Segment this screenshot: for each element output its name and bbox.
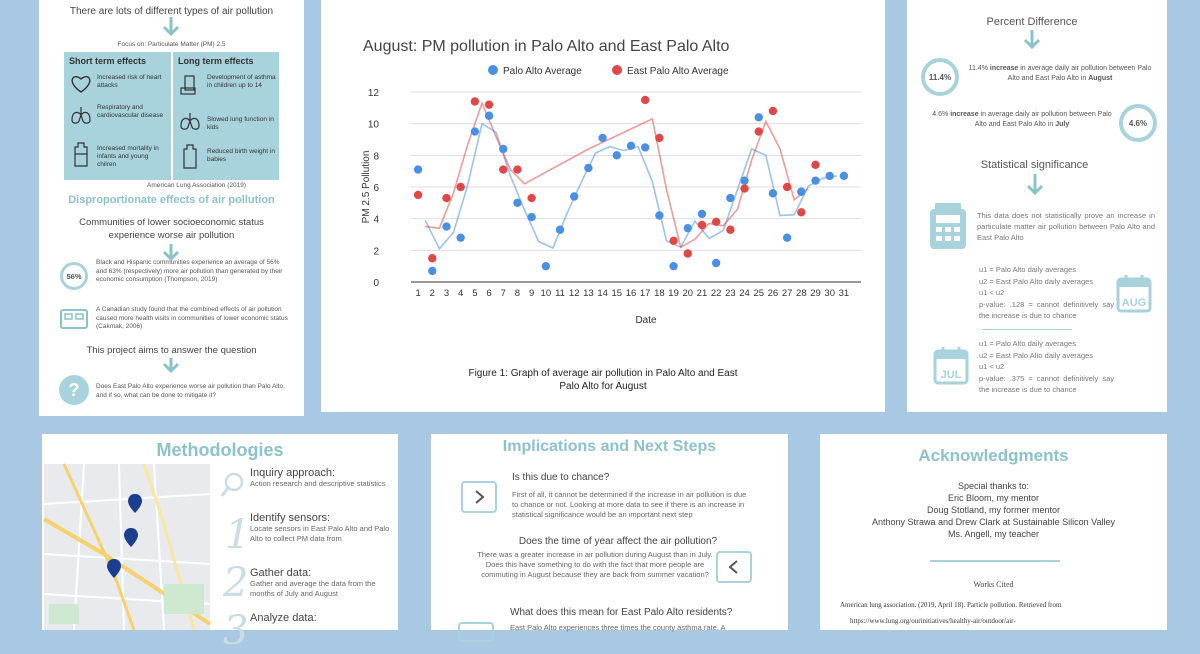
step-number: 2 xyxy=(223,560,249,606)
method-title: Analyze data: xyxy=(250,612,317,624)
jul-stat-line: u2 = East Palo Alto daily averages xyxy=(979,350,1094,360)
question-lead: This project aims to answer the question xyxy=(86,345,257,356)
aug-bold: increase xyxy=(989,65,1019,72)
method-title: Inquiry approach: xyxy=(250,467,335,479)
ack-person: Ms. Angell, my teacher xyxy=(947,529,1040,539)
x-tick-label: 13 xyxy=(583,288,594,299)
x-tick-label: 28 xyxy=(796,288,807,299)
infant-bottle-icon xyxy=(71,142,91,173)
jul-text: in average daily air pollution between Palo Alto and East Palo Alto in xyxy=(974,111,1112,128)
long-term-title: Long term effects xyxy=(178,56,254,66)
data-point xyxy=(740,184,748,192)
jul-stat-line: p-value: .375 = cannot definitively say the increase is due to chance xyxy=(979,373,1114,394)
data-point xyxy=(442,194,450,202)
method-item xyxy=(250,612,390,624)
data-point xyxy=(598,134,606,142)
ack-person: Anthony Strawa and Drew Clark at Sustainable Silicon Valley xyxy=(872,517,1115,527)
figure-caption: Figure 1: Graph of average air pollution in Palo Alto and East Palo Alto for August xyxy=(468,368,738,392)
x-tick-label: 3 xyxy=(443,288,450,299)
disprop-title: Disproportionate effects of air pollution xyxy=(68,194,275,206)
x-tick-label: 24 xyxy=(739,288,750,299)
jul-ring xyxy=(1119,104,1157,142)
impl-question: Does the time of year affect the air pollution? xyxy=(518,536,718,547)
data-point xyxy=(414,165,422,173)
lungs-icon xyxy=(70,106,92,131)
data-point xyxy=(485,100,493,108)
sensor-map xyxy=(44,464,210,630)
lungs-icon xyxy=(179,112,201,137)
method-item xyxy=(250,512,390,544)
ack-person: Eric Bloom, my mentor xyxy=(947,493,1040,503)
calendar-aug-icon xyxy=(1116,273,1152,318)
citation-url: https://www.lung.org/ourinitiatives/healthy-air/outdoor/air- xyxy=(850,617,1016,625)
x-tick-label: 22 xyxy=(710,288,722,299)
x-tick-label: 26 xyxy=(767,288,779,299)
method-item xyxy=(250,467,390,489)
short-term-item: Increased mortality in infants and young chilren xyxy=(97,145,159,168)
method-title: Identify sensors: xyxy=(250,512,331,524)
y-tick-label: 6 xyxy=(373,183,379,194)
method-item xyxy=(250,567,390,599)
x-tick-label: 2 xyxy=(429,288,435,299)
svg-text:?: ? xyxy=(68,380,80,400)
source-text: American Lung Association (2019) xyxy=(146,182,246,189)
method-desc: Action research and descriptive statistics xyxy=(250,479,386,488)
jul-bold: increase xyxy=(950,111,979,118)
legend-marker xyxy=(488,65,498,75)
impl-answer: There was a greater increase in air pollution during August than in July. Does this have something to do with the fact that more people are commuting in August because they are back from summer vacation? xyxy=(477,550,713,579)
data-point xyxy=(499,145,507,153)
next-chevron-box xyxy=(461,481,497,513)
step-number: 3 xyxy=(223,608,249,654)
data-point xyxy=(442,222,450,230)
impl-question: What does this mean for East Palo Alto residents? xyxy=(510,607,733,618)
chevron-left-icon xyxy=(727,559,741,575)
data-point xyxy=(840,172,848,180)
data-point xyxy=(783,233,791,241)
jul-stat-line: u1 < u2 xyxy=(979,362,1005,371)
x-tick-label: 7 xyxy=(500,288,506,299)
aug-ring xyxy=(921,58,959,96)
sig-text: This data does not statistically prove an increase in particulate matter air pollution between Palo Alto and East Palo Alto xyxy=(977,211,1155,242)
legend-label: Palo Alto Average xyxy=(503,66,582,77)
data-point xyxy=(826,172,834,180)
bed-icon xyxy=(59,308,89,335)
calculator-icon xyxy=(927,201,969,256)
data-point xyxy=(669,237,677,245)
works-cited-title: Works Cited xyxy=(973,580,1014,589)
long-term-item: Reduced birth weight in babies xyxy=(207,148,275,163)
x-tick-label: 21 xyxy=(696,288,708,299)
implications-panel xyxy=(431,434,788,630)
long-term-item: Development of asthma in children up to 14 xyxy=(207,74,276,89)
percent-title: Percent Difference xyxy=(986,16,1078,28)
data-point xyxy=(471,97,479,105)
method-desc: Locate sensors in East Palo Alto and Palo Alto to collect PM data from xyxy=(250,524,390,543)
ack-divider xyxy=(930,560,1060,562)
x-tick-label: 20 xyxy=(682,288,694,299)
data-point xyxy=(712,218,720,226)
data-point xyxy=(428,254,436,262)
ack-title: Acknowledgments xyxy=(918,446,1069,465)
data-point xyxy=(527,213,535,221)
question-text: Does East Palo Alto experience worse air pollution than Palo Alto, and if so, what can be done to mitigate it? xyxy=(96,383,285,399)
impl-answer: First of all, it cannot be determined if the increase in air pollution is due to chance or not. Looking at more data to see if there is an increase in statistical significance would be an important next step xyxy=(512,490,747,519)
chevron-right-icon xyxy=(472,489,486,505)
jul-stat-line: u1 = Palo Alto daily averages xyxy=(979,339,1076,348)
data-point xyxy=(669,262,677,270)
ack-thanks: Special thanks to: xyxy=(957,481,1030,491)
long-term-box xyxy=(173,52,279,180)
data-point xyxy=(613,151,621,159)
y-tick-label: 10 xyxy=(367,119,379,131)
aug-stat-line: u1 = Palo Alto daily averages xyxy=(979,265,1076,274)
aug-text: in average daily air pollution between Palo Alto and East Palo Alto in xyxy=(1007,65,1152,82)
x-axis-label: Date xyxy=(635,315,657,326)
data-point xyxy=(513,165,521,173)
x-tick-label: 31 xyxy=(838,288,850,299)
data-point xyxy=(726,194,734,202)
y-tick-label: 8 xyxy=(373,151,379,163)
jul-pre: 4.6% xyxy=(932,111,951,118)
short-term-item: Respiratory and cardiovascular disease xyxy=(97,104,164,119)
x-tick-label: 5 xyxy=(472,288,478,299)
data-point xyxy=(485,112,493,120)
impl-question: Is this due to chance? xyxy=(512,472,610,483)
focus-label: Focus on: Particulate Matter (PM) 2.5 xyxy=(117,41,226,48)
chart-title: August: PM pollution in Palo Alto and East Palo Alto xyxy=(363,38,730,55)
ack-person: Doug Stotland, my former mentor xyxy=(926,505,1061,515)
data-point xyxy=(797,208,805,216)
short-term-title: Short term effects xyxy=(69,56,147,66)
jul-stats xyxy=(979,338,1114,396)
legend-marker xyxy=(612,65,622,75)
x-tick-label: 1 xyxy=(415,288,421,299)
aug-stat-line: u1 < u2 xyxy=(979,288,1005,297)
data-point xyxy=(797,188,805,196)
data-point xyxy=(740,176,748,184)
data-point xyxy=(811,161,819,169)
calendar-aug-label: AUG xyxy=(1121,297,1147,309)
method-title: Gather data: xyxy=(250,567,312,579)
method-desc: Gather and average the data from the months of July and August xyxy=(250,579,376,598)
calendar-jul-icon xyxy=(933,345,969,390)
x-tick-label: 30 xyxy=(824,288,835,299)
data-point xyxy=(684,224,692,232)
x-tick-label: 14 xyxy=(597,288,608,299)
x-tick-label: 23 xyxy=(725,288,736,299)
data-point xyxy=(769,107,777,115)
data-point xyxy=(698,210,706,218)
aug-stats xyxy=(979,264,1114,322)
y-tick-label: 12 xyxy=(367,88,379,99)
results-panel xyxy=(907,0,1167,412)
stat-56-value: 56% xyxy=(66,271,82,281)
question-icon xyxy=(58,374,90,411)
x-tick-label: 8 xyxy=(514,288,521,299)
data-point xyxy=(471,127,479,135)
data-point xyxy=(456,183,464,191)
y-tick-label: 4 xyxy=(373,214,379,226)
heart-icon xyxy=(70,74,92,99)
data-point xyxy=(655,134,663,142)
y-tick-label: 0 xyxy=(373,278,379,289)
methodologies-panel xyxy=(42,434,398,654)
acknowledgments-panel xyxy=(820,434,1167,630)
disprop-subtitle: Communities of lower socioeconomic status experience worse air pollution xyxy=(79,217,264,241)
implications-title: Implications and Next Steps xyxy=(502,438,717,455)
step-number: 1 xyxy=(225,512,251,558)
y-tick-label: 2 xyxy=(373,246,379,258)
data-point xyxy=(811,176,819,184)
next-chevron-box-partial xyxy=(458,622,494,642)
data-point xyxy=(769,189,777,197)
data-point xyxy=(641,143,649,151)
aug-pre: 11.4% xyxy=(968,65,990,72)
data-point xyxy=(755,127,763,135)
aug-stat-line: u2 = East Palo Alto daily averages xyxy=(979,276,1094,286)
data-point xyxy=(726,226,734,234)
x-tick-label: 12 xyxy=(568,288,580,299)
data-point xyxy=(527,194,535,202)
x-tick-label: 9 xyxy=(528,288,535,299)
chart-panel xyxy=(321,0,885,412)
citation: American lung association. (2019, April 18). Particle pollution. Retrieved from xyxy=(840,601,1062,609)
magnifier-icon xyxy=(220,472,244,503)
data-point xyxy=(655,211,663,219)
x-tick-label: 15 xyxy=(611,288,623,299)
data-point xyxy=(513,199,521,207)
x-tick-label: 19 xyxy=(668,288,679,299)
stat-56-ring xyxy=(60,262,88,290)
divider xyxy=(982,329,1072,330)
pm-chart xyxy=(321,0,885,330)
x-tick-label: 29 xyxy=(810,288,821,299)
data-point xyxy=(428,267,436,275)
jul-value: 4.6% xyxy=(1128,118,1148,128)
x-tick-label: 10 xyxy=(540,288,552,299)
intro-text: There are lots of different types of air pollution xyxy=(69,6,274,17)
data-point xyxy=(584,164,592,172)
x-tick-label: 4 xyxy=(458,288,464,299)
x-tick-label: 18 xyxy=(654,288,665,299)
data-point xyxy=(684,249,692,257)
aug-value: 11.4% xyxy=(928,72,952,82)
data-point xyxy=(783,183,791,191)
x-tick-label: 6 xyxy=(486,288,492,299)
data-point xyxy=(627,142,635,150)
y-axis-label: PM 2.5 Pollution xyxy=(361,150,372,224)
inhaler-icon xyxy=(179,74,201,101)
data-point xyxy=(414,191,422,199)
data-point xyxy=(712,259,720,267)
short-term-item: Increased risk of heart attacks xyxy=(97,74,162,89)
x-tick-label: 27 xyxy=(781,288,793,299)
x-tick-label: 11 xyxy=(555,288,565,299)
x-tick-label: 17 xyxy=(639,288,651,299)
impl-answer: East Palo Alto experiences three times the county asthma rate. A xyxy=(510,623,726,632)
baby-bottle-icon xyxy=(181,144,199,175)
x-tick-label: 16 xyxy=(625,288,637,299)
data-point xyxy=(542,262,550,270)
aug-description xyxy=(965,64,1155,83)
short-term-box xyxy=(64,52,171,180)
background-panel xyxy=(39,0,304,416)
sig-title: Statistical significance xyxy=(980,159,1089,171)
data-point xyxy=(570,192,578,200)
data-point xyxy=(698,221,706,229)
aug-month: August xyxy=(1088,74,1113,82)
x-tick-label: 25 xyxy=(753,288,765,299)
jul-month: July xyxy=(1055,120,1070,128)
data-point xyxy=(641,96,649,104)
ack-list xyxy=(820,480,1167,540)
data-point xyxy=(556,226,564,234)
jul-description xyxy=(927,110,1117,129)
prev-chevron-box xyxy=(716,551,752,583)
data-point xyxy=(456,233,464,241)
stat-canada-text: A Canadian study found that the combined effects of air pollution caused more health visits in communities of lower economic status (Cakmak, 2006) xyxy=(96,306,288,330)
legend-label: East Palo Alto Average xyxy=(627,66,729,77)
aug-stat-line: p-value: .128 = cannot definitively say the increase is due to chance xyxy=(979,299,1114,320)
long-term-item: Slowed lung function in kids xyxy=(207,116,274,131)
data-point xyxy=(755,113,763,121)
stat-56-text: Black and Hispanic communities experience an average of 56% and 63% (respectively) more air pollution than generated by their economic consumption (Thompson, 2019) xyxy=(96,259,283,283)
calendar-jul-label: JUL xyxy=(940,369,962,381)
data-point xyxy=(499,165,507,173)
methodologies-title: Methodologies xyxy=(156,440,284,460)
